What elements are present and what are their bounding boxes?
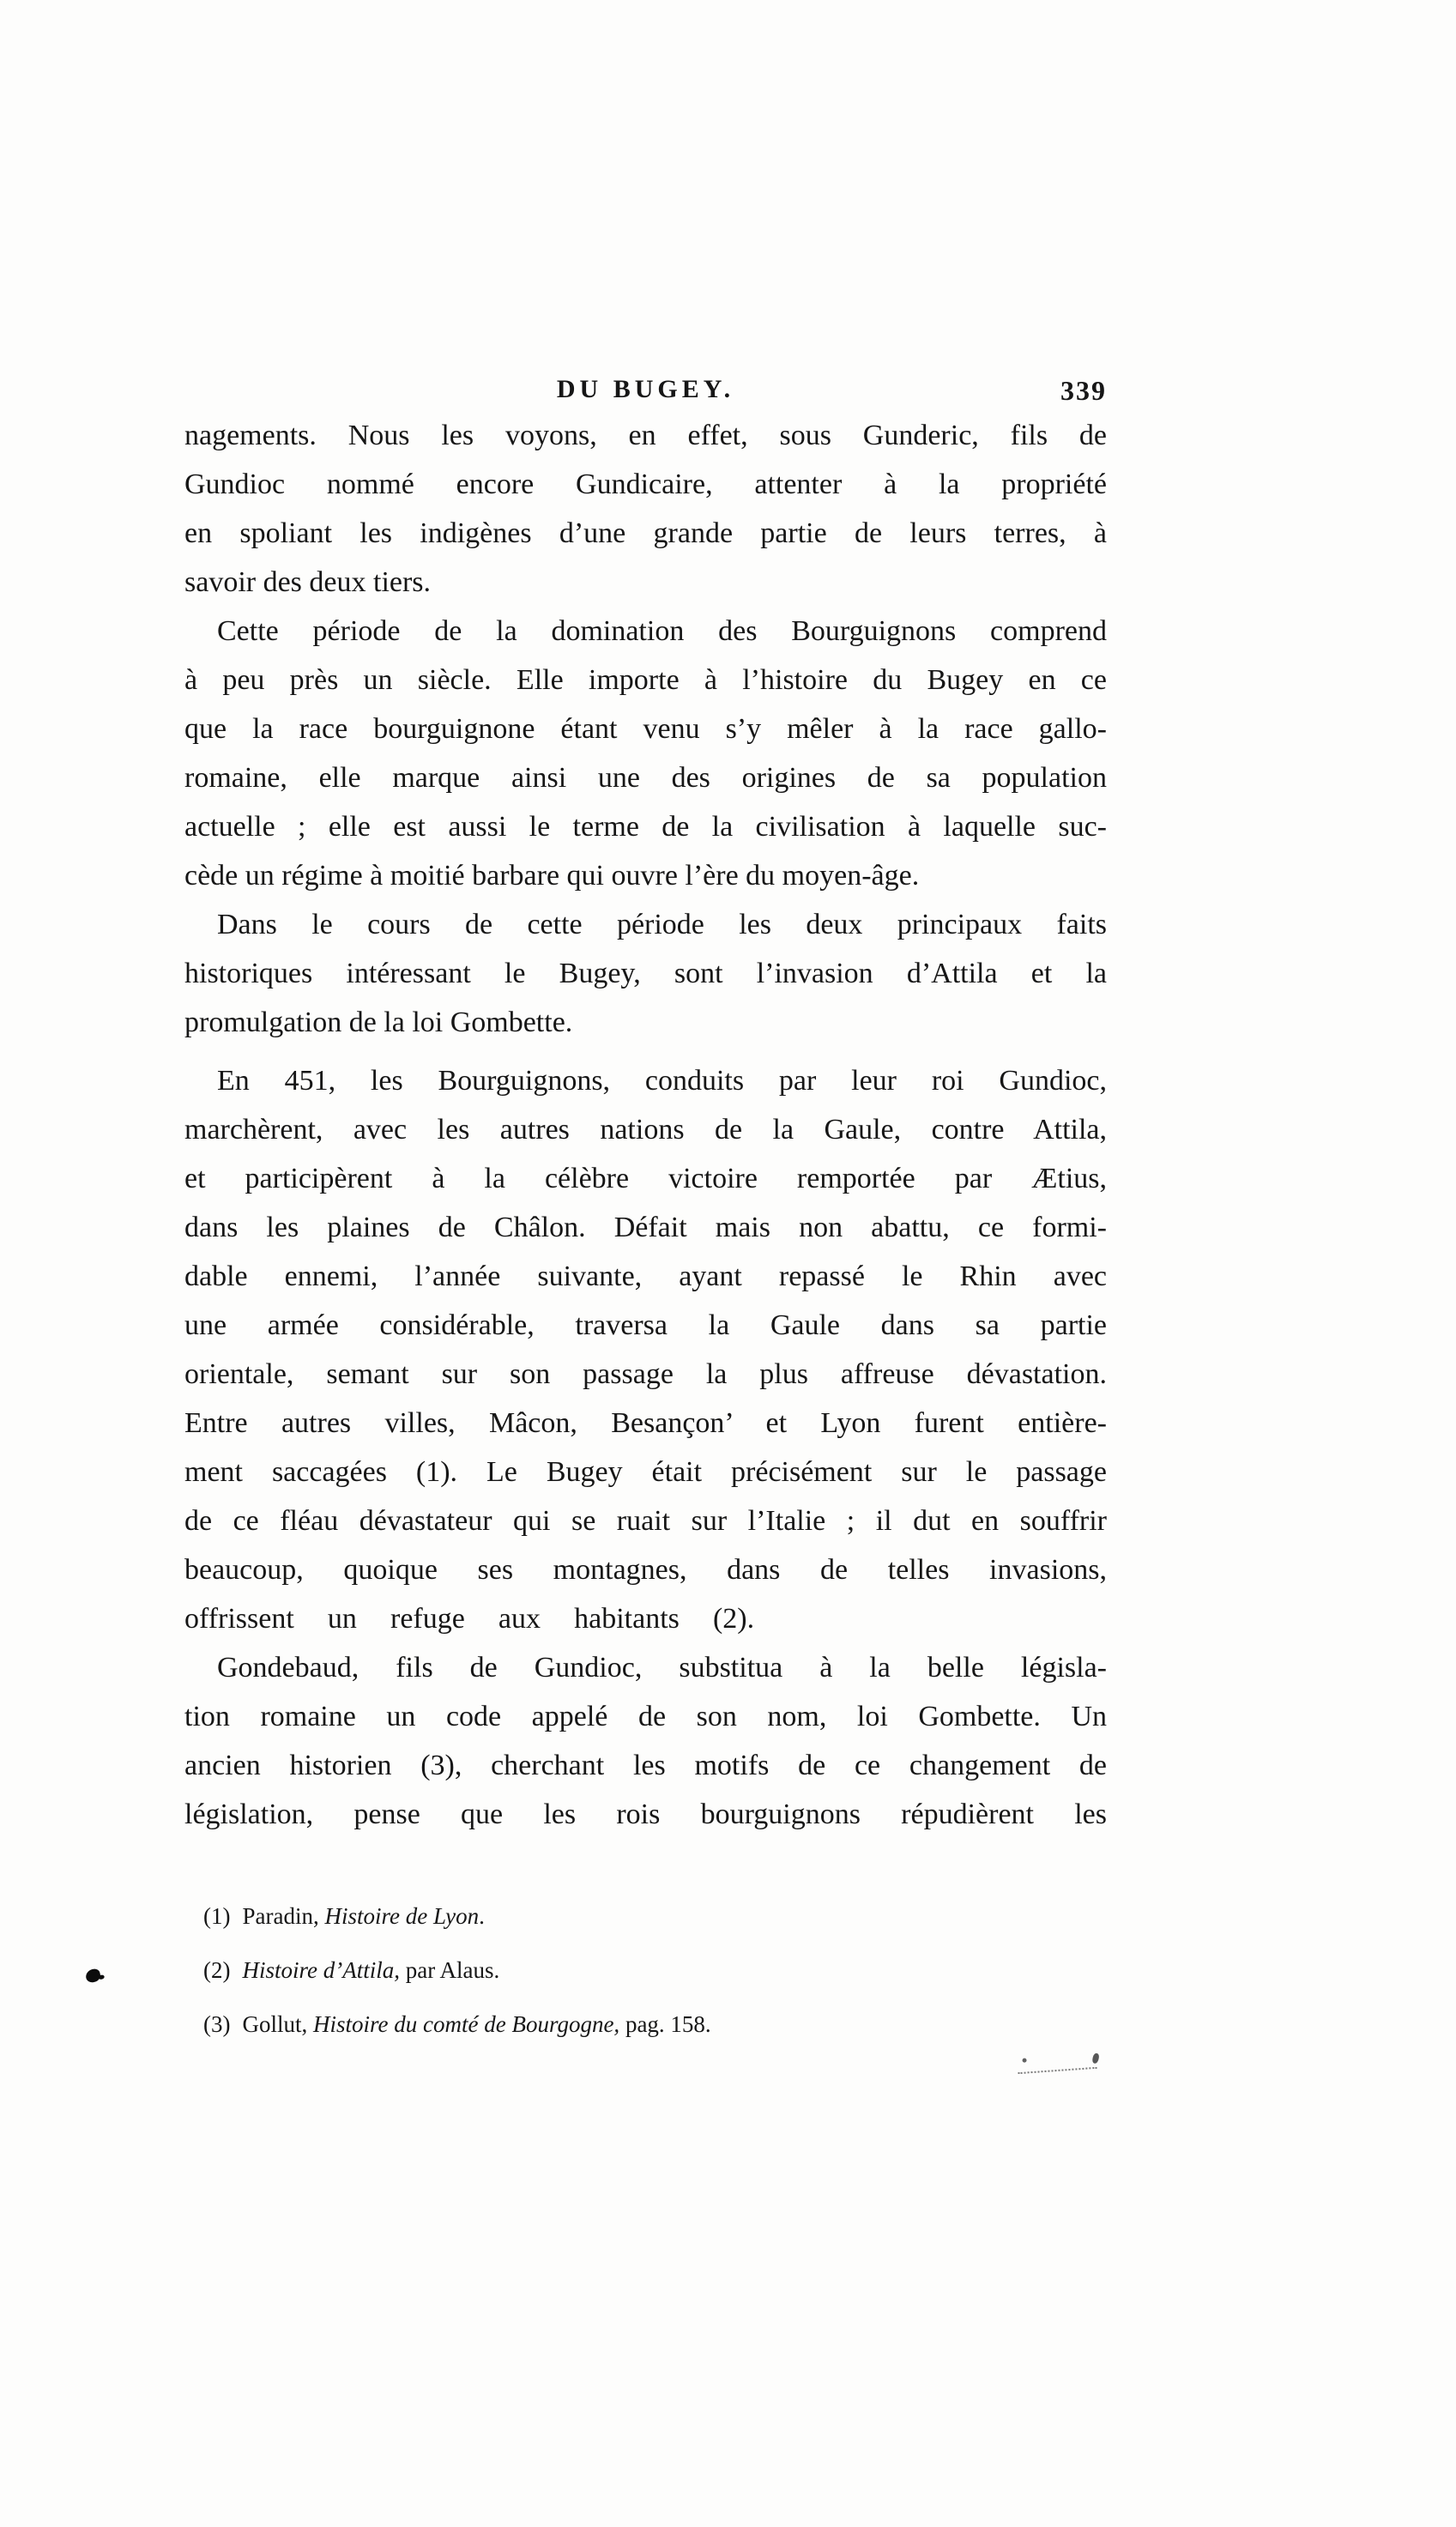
text-line: une armée considérable, traversa la Gaule dans sa partie	[184, 1309, 1107, 1341]
text-line: actuelle ; elle est aussi le terme de la civilisation à laquelle suc-	[184, 811, 1107, 843]
page-header	[184, 374, 1107, 410]
text-line: et participèrent à la célèbre victoire remportée par Ætius,	[184, 1163, 1107, 1194]
text-line: à peu près un siècle. Elle importe à l’histoire du Bugey en ce	[184, 664, 1107, 696]
paragraph	[184, 900, 1107, 1047]
text-line: En 451, les Bourguignons, conduits par leur roi Gundioc,	[217, 1065, 1107, 1097]
text-line: romaine, elle marque ainsi une des origines de sa population	[184, 762, 1107, 794]
text-line: savoir des deux tiers.	[184, 566, 432, 598]
text-line: marchèrent, avec les autres nations de la Gaule, contre Attila,	[184, 1114, 1107, 1146]
footnote-title: Histoire du comté de Bourgogne,	[313, 2011, 620, 2037]
footnote-marker: (2)	[203, 1957, 231, 1983]
footnote-title: Histoire d’Attila,	[242, 1957, 400, 1983]
smudge-artifact	[1018, 2056, 1097, 2074]
text-line: législation, pense que les rois bourguignons répudièrent les	[184, 1799, 1107, 1830]
footnote-title: Histoire de Lyon	[324, 1903, 480, 1929]
text-line: Gundioc nommé encore Gundicaire, attenter à la propriété	[184, 469, 1107, 500]
text-line: Gondebaud, fils de Gundioc, substitua à la belle législa-	[217, 1652, 1107, 1684]
footnote-tail: .	[479, 1903, 485, 1929]
footnote-marker: (3)	[203, 2011, 231, 2037]
text-line: Cette période de la domination des Bourguignons comprend	[217, 615, 1107, 647]
text-line: dans les plaines de Châlon. Défait mais non abattu, ce formi-	[184, 1212, 1107, 1243]
text-line: tion romaine un code appelé de son nom, loi Gombette. Un	[184, 1701, 1107, 1732]
text-line: dable ennemi, l’année suivante, ayant repassé le Rhin avec	[184, 1260, 1107, 1292]
text-line: ancien historien (3), cherchant les motifs de ce changement de	[184, 1750, 1107, 1781]
text-line: Dans le cours de cette période les deux principaux faits	[217, 909, 1107, 940]
footnote	[203, 1889, 1027, 1944]
text-line: historiques intéressant le Bugey, sont l’invasion d’Attila et la	[184, 958, 1107, 989]
footnote-author: Gollut,	[242, 2011, 313, 2037]
text-line: beaucoup, quoique ses montagnes, dans de telles invasions,	[184, 1554, 1107, 1586]
text-line: cède un régime à moitié barbare qui ouvre l’ère du moyen-âge.	[184, 860, 920, 892]
text-line: orientale, semant sur son passage la plus affreuse dévastation.	[184, 1358, 1107, 1390]
text-line: de ce fléau dévastateur qui se ruait sur l’Italie ; il dut en souffrir	[184, 1505, 1107, 1537]
body-text	[184, 411, 1107, 1839]
paragraph	[184, 1056, 1107, 1643]
footnote-marker: (1)	[203, 1903, 231, 1929]
footnote	[203, 1998, 1027, 2052]
text-line: nagements. Nous les voyons, en effet, sous Gunderic, fils de	[184, 420, 1107, 451]
running-title: DU BUGEY.	[556, 375, 735, 403]
footnote	[203, 1944, 1027, 1998]
footnote-tail: par Alaus.	[399, 1957, 500, 1983]
footnote-author: Paradin,	[242, 1903, 325, 1929]
paragraph	[184, 607, 1107, 900]
text-line: ment saccagées (1). Le Bugey était précisément sur le passage	[184, 1456, 1107, 1488]
footnotes	[203, 1889, 1027, 2052]
text-line: offrissent un refuge aux habitants (2).	[184, 1603, 755, 1635]
text-line: promulgation de la loi Gombette.	[184, 1007, 573, 1038]
page-number: 339	[1060, 375, 1107, 406]
ink-blot-artifact	[84, 1968, 101, 1984]
text-line: Entre autres villes, Mâcon, Besançon’ et Lyon furent entière-	[184, 1407, 1107, 1439]
footnote-tail: pag. 158.	[619, 2011, 711, 2037]
paragraph	[184, 1643, 1107, 1839]
text-line: que la race bourguignone étant venu s’y mêler à la race gallo-	[184, 713, 1107, 745]
paragraph	[184, 411, 1107, 607]
text-line: en spoliant les indigènes d’une grande partie de leurs terres, à	[184, 517, 1107, 549]
